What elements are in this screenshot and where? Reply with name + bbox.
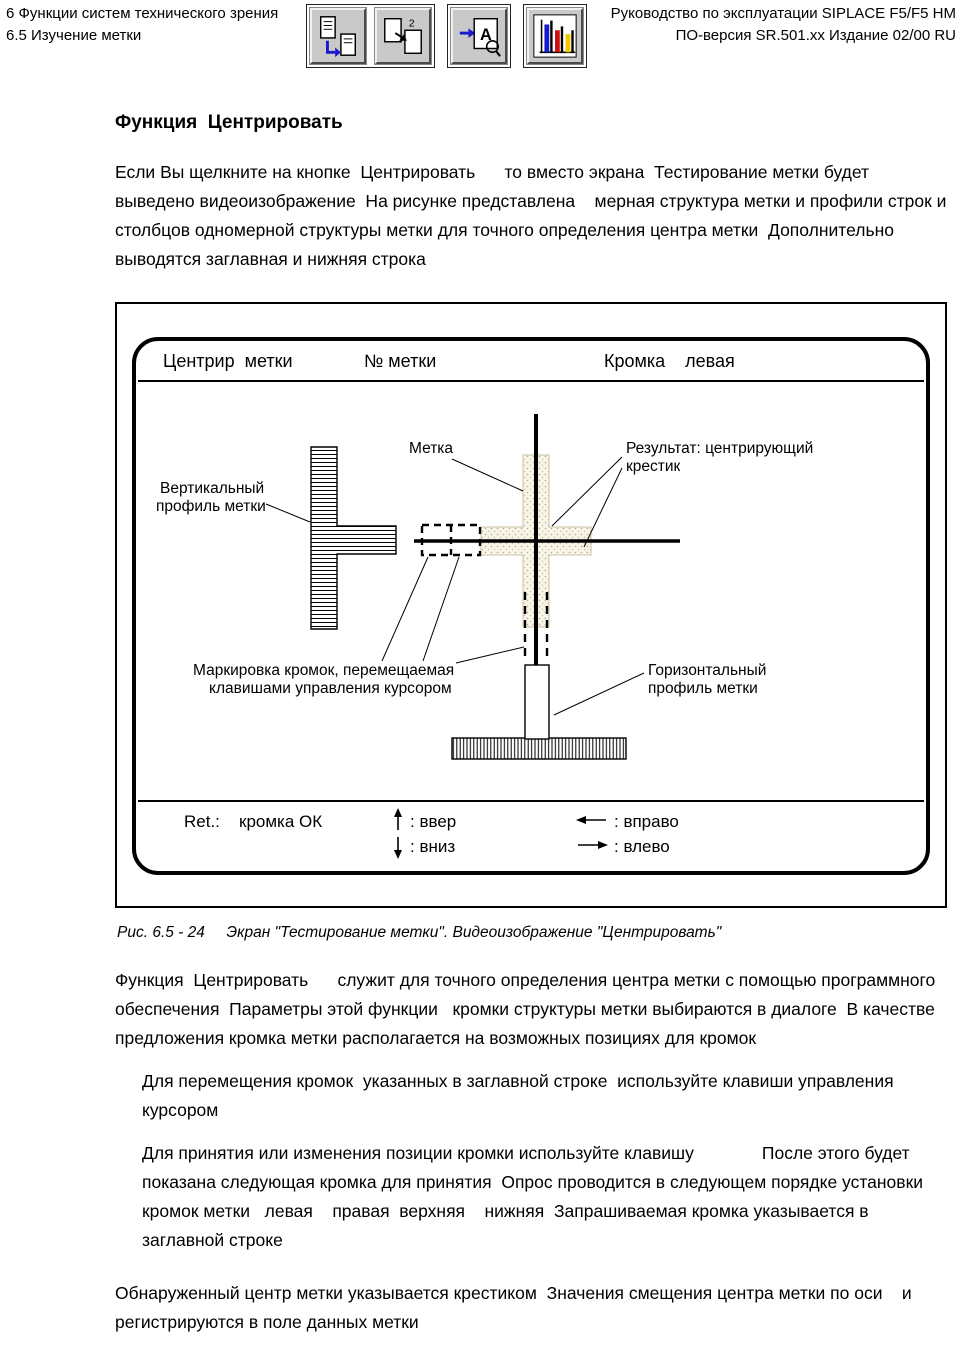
board-copy-button[interactable]	[375, 8, 431, 64]
section-title: Функция Центрировать	[115, 112, 343, 133]
screen-header-mark-number: № метки	[364, 351, 437, 371]
icon-art	[534, 15, 576, 57]
video-screen	[132, 337, 930, 875]
down-arrow-icon	[394, 850, 402, 859]
left-arrow-icon	[576, 816, 586, 824]
leader-line	[266, 504, 310, 522]
label-horizontal-profile-line1: Горизонтальный	[648, 662, 767, 679]
footer-left-label: : влево	[614, 837, 670, 856]
icon-art	[460, 19, 500, 56]
step-paragraph-2: Для принятия или изменения позиции кромки используйте клавишу После этого будет показана следующая кромка для принятия Опрос проводится в следующем порядке установки кромок метки левая правая верхняя нижняя Запрашиваемая кромка указывается в заглавной строке	[142, 1143, 928, 1250]
header-manual-title: Руководство по эксплуатации SIPLACE F5/F5 HM	[610, 5, 956, 22]
body-paragraph: Функция Центрировать служит для точного определения центра метки с помощью программного обеспечения Параметры этой функции кромки структуры метки выбираются в диалоге В качестве предложения кромка метки располагается на возможных позициях для кромок	[115, 970, 941, 1048]
intro-paragraph: Если Вы щелкните на кнопке Центрировать то вместо экрана Тестирование метки будет выведено видеоизображение На рисунке представлена мерная структура метки и профили строк и столбцов одномерной структуры метки для точного определения центра метки Дополнительно выводятся заглавная и нижняя строка	[115, 162, 952, 269]
leader-line	[382, 557, 428, 661]
leader-line	[584, 468, 622, 547]
header-section: 6.5 Изучение метки	[6, 26, 142, 44]
mark-learn-icon	[455, 12, 503, 60]
outro-paragraph: Обнаруженный центр метки указывается крестиком Значения смещения центра метки по оси и регистрируются в поле данных метки	[115, 1283, 932, 1332]
vertical-profile-shape	[311, 447, 396, 629]
figure-caption: Рис. 6.5 - 24 Экран "Тестирование метки". Видеоизображение "Центрировать"	[117, 924, 722, 941]
label-mark: Метка	[409, 440, 454, 457]
svg-text:2: 2	[408, 17, 415, 30]
step-paragraph-1: Для перемещения кромок указанных в заглавной строке используйте клавиши управления курсором	[142, 1071, 899, 1120]
label-vertical-profile-line2: профиль метки	[156, 498, 266, 515]
leader-line	[452, 459, 523, 491]
right-arrow-icon	[598, 841, 608, 849]
leader-line	[423, 557, 459, 661]
figure-frame	[115, 302, 947, 908]
label-edge-markers-line1: Маркировка кромок, перемещаемая	[193, 662, 455, 679]
board-copy-icon	[379, 12, 427, 60]
board-flow-button[interactable]	[310, 8, 366, 64]
label-result-line1: Результат: центрирующий	[626, 440, 814, 457]
header-right	[587, 3, 956, 47]
mark-test-video-frame	[136, 341, 926, 871]
icon-art	[321, 17, 356, 57]
toolbar-group-2	[447, 4, 511, 68]
horizontal-profile-bar	[452, 738, 626, 759]
label-edge-markers-line2: клавишами управления курсором	[209, 680, 452, 697]
figure	[115, 302, 948, 942]
up-arrow-icon	[394, 808, 402, 817]
screen-header-function: Центрир метки	[163, 351, 293, 371]
leader-line	[554, 673, 644, 715]
footer-right-label: : вправо	[614, 812, 679, 831]
mark-learn-button[interactable]	[451, 8, 507, 64]
statistics-button[interactable]	[527, 8, 583, 64]
footer-ret-label: Ret.:	[184, 812, 220, 831]
board-flow-icon	[314, 12, 362, 60]
page-header	[0, 0, 964, 68]
toolbar-group-3	[523, 4, 587, 68]
footer-up-text: : ввер	[410, 812, 457, 831]
toolbar-group-1	[306, 4, 435, 68]
icon-art	[385, 17, 421, 53]
horizontal-profile-column	[525, 665, 549, 739]
header-version: ПО-версия SR.501.xx Издание 02/00 RU	[675, 26, 956, 44]
svg-text:A: A	[479, 25, 492, 44]
footer-ret-value: кромка ОК	[239, 812, 323, 831]
label-result-line2: крестик	[626, 458, 681, 475]
screen-header-edge: Кромка левая	[604, 351, 735, 371]
toolbar	[306, 4, 587, 68]
leader-line	[552, 457, 622, 526]
statistics-icon	[531, 12, 579, 60]
header-left	[6, 3, 306, 47]
page-body	[0, 112, 964, 1337]
leader-line	[456, 647, 524, 663]
footer-down-text: : вниз	[410, 837, 456, 856]
header-chapter: 6 Функции систем технического зрения	[6, 5, 279, 22]
label-vertical-profile-line1: Вертикальный	[160, 480, 265, 497]
label-horizontal-profile-line2: профиль метки	[648, 680, 758, 697]
